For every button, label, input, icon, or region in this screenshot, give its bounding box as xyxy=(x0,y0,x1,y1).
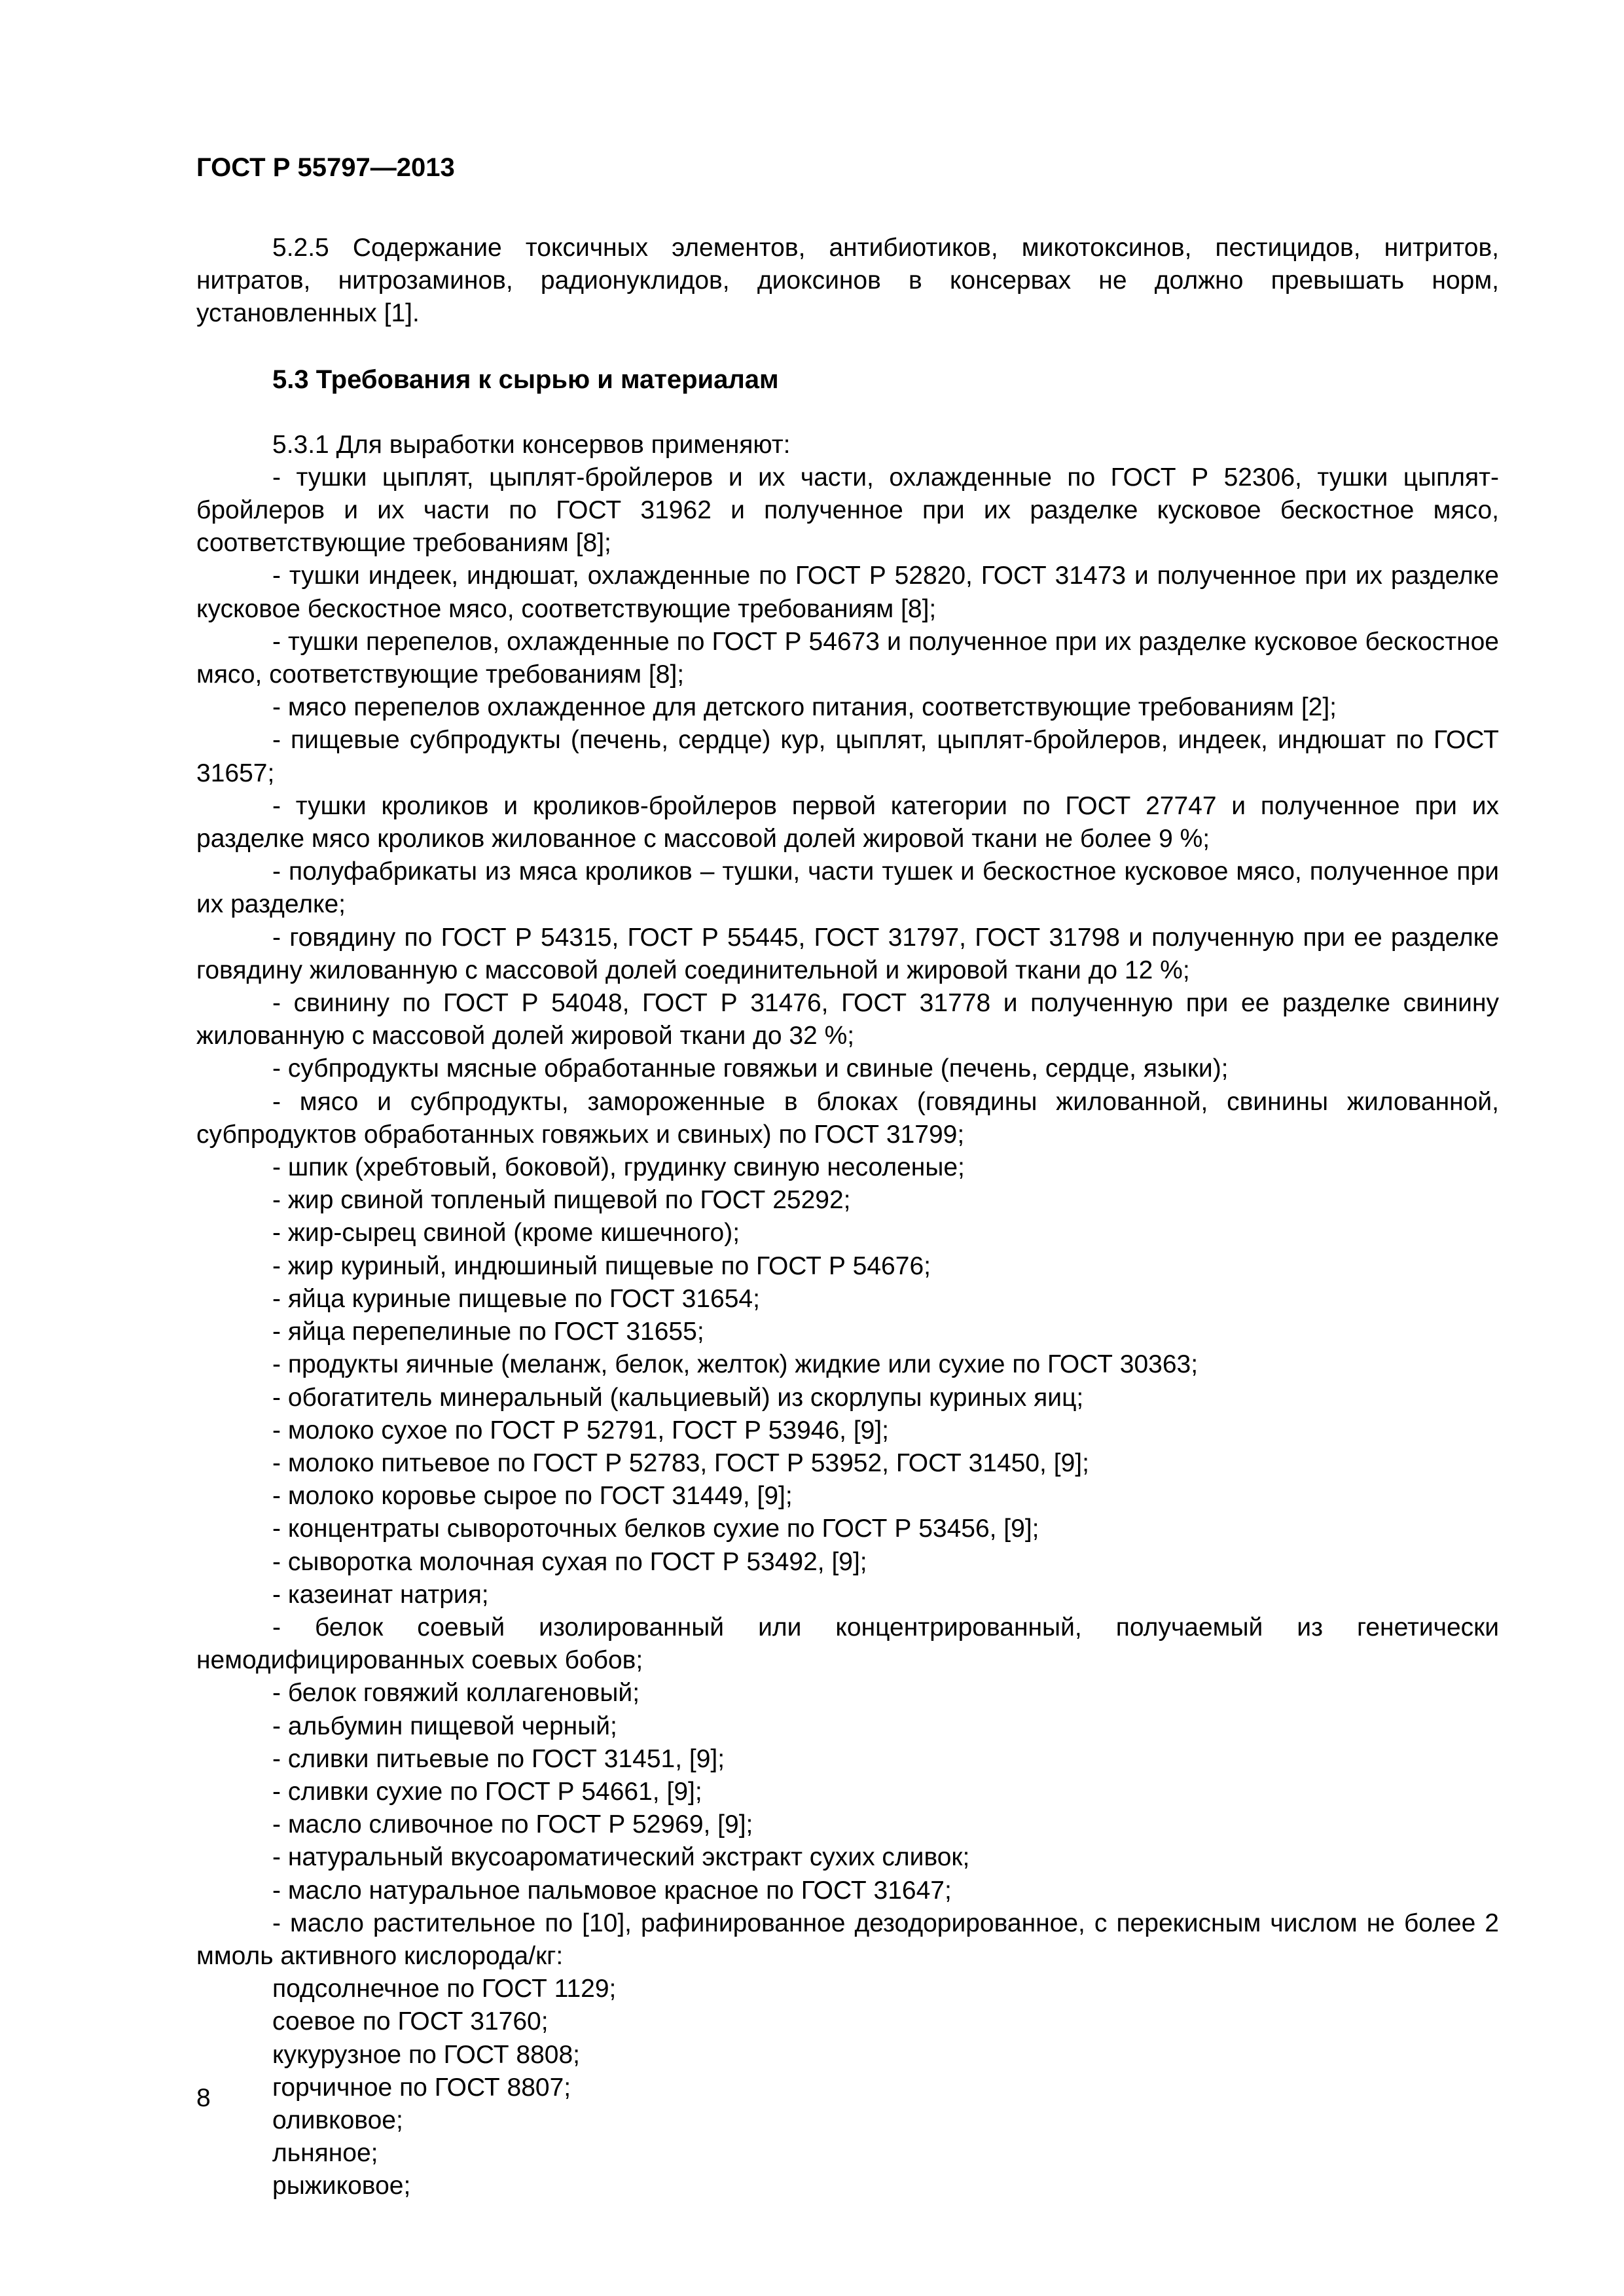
list-item: - тушки кроликов и кроликов-бройлеров первой категории по ГОСТ 27747 и полученное при их разделке мясо кроликов жилованное с массовой долей жировой ткани не более 9 %; xyxy=(196,791,1499,853)
list-item: - полуфабрикаты из мяса кроликов – тушки, части тушек и бескостное кусковое мясо, полученное при их разделке; xyxy=(196,857,1499,919)
list-item: - натуральный вкусоароматический экстракт сухих сливок; xyxy=(272,1843,970,1872)
list-item: - масло сливочное по ГОСТ Р 52969, [9]; xyxy=(272,1810,753,1839)
list-item: - сыворотка молочная сухая по ГОСТ Р 53492, [9]; xyxy=(272,1547,867,1576)
list-item: - говядину по ГОСТ Р 54315, ГОСТ Р 55445, ГОСТ 31797, ГОСТ 31798 и полученную при ее разделке говядину жилованную с массовой долей соединительной и жировой ткани до 12 %; xyxy=(196,923,1499,984)
list-item: - жир свиной топленый пищевой по ГОСТ 25292; xyxy=(272,1186,851,1215)
raw-materials-list xyxy=(196,461,1499,1973)
oil-sublist-item: горчичное по ГОСТ 8807; xyxy=(272,2073,571,2102)
list-item: - мясо и субпродукты, замороженные в блоках (говядины жилованной, свинины жилованной, субпродуктов обработанных говяжьих и свиных) по ГОСТ 31799; xyxy=(196,1087,1499,1149)
list-item: - жир куриный, индюшиный пищевые по ГОСТ Р 54676; xyxy=(272,1251,931,1280)
paragraph-5-2-5: 5.2.5 Содержание токсичных элементов, антибиотиков, микотоксинов, пестицидов, нитритов, нитратов, нитрозаминов, радионуклидов, диоксинов в консервах не должно превышать норм, установленных [1]. xyxy=(196,234,1499,328)
list-item: - тушки цыплят, цыплят-бройлеров и их части, охлажденные по ГОСТ Р 52306, тушки цыплят-бройлеров и их части по ГОСТ 31962 и полученное при их разделке кусковое бескостное мясо, соответствующие требованиям [8]; xyxy=(196,463,1499,558)
list-item: - молоко коровье сырое по ГОСТ 31449, [9]; xyxy=(272,1482,793,1511)
list-item: - белок говяжий коллагеновый; xyxy=(272,1679,640,1708)
oil-sublist-item: рыжиковое; xyxy=(272,2172,411,2200)
oil-sublist-item: подсолнечное по ГОСТ 1129; xyxy=(272,1975,617,2003)
list-item: - продукты яичные (меланж, белок, желток) жидкие или сухие по ГОСТ 30363; xyxy=(272,1350,1199,1379)
list-item: - сливки питьевые по ГОСТ 31451, [9]; xyxy=(272,1744,725,1773)
list-item: - молоко питьевое по ГОСТ Р 52783, ГОСТ Р 53952, ГОСТ 31450, [9]; xyxy=(272,1448,1089,1477)
list-item: - свинину по ГОСТ Р 54048, ГОСТ Р 31476, ГОСТ 31778 и полученную при ее разделке свинину жилованную с массовой долей жировой ткани до 32 %; xyxy=(196,989,1499,1050)
oil-sublist-item: кукурузное по ГОСТ 8808; xyxy=(272,2040,580,2069)
section-title-5-3: 5.3 Требования к сырью и материалам xyxy=(272,365,779,394)
list-item: - белок соевый изолированный или концентрированный, получаемый из генетически немодифицированных соевых бобов; xyxy=(196,1613,1499,1675)
vegetable-oil-sublist xyxy=(196,1973,1499,2202)
list-item: - масло растительное по [10], рафинированное дезодорированное, с перекисным числом не более 2 ммоль активного кислорода/кг: xyxy=(196,1909,1499,1970)
list-item: - концентраты сывороточных белков сухие по ГОСТ Р 53456, [9]; xyxy=(272,1515,1039,1543)
list-item: - яйца куриные пищевые по ГОСТ 31654; xyxy=(272,1284,760,1313)
oil-sublist-item: оливковое; xyxy=(272,2106,403,2134)
oil-sublist-item: льняное; xyxy=(272,2139,378,2168)
list-item: - масло натуральное пальмовое красное по ГОСТ 31647; xyxy=(272,1876,952,1905)
list-item: - жир-сырец свиной (кроме кишечного); xyxy=(272,1219,740,1247)
document-code-header: ГОСТ Р 55797—2013 xyxy=(196,153,455,182)
list-item: - альбумин пищевой черный; xyxy=(272,1712,617,1740)
list-item: - пищевые субпродукты (печень, сердце) кур, цыплят, цыплят-бройлеров, индеек, индюшат по ГОСТ 31657; xyxy=(196,726,1499,787)
list-item: - сливки сухие по ГОСТ Р 54661, [9]; xyxy=(272,1777,702,1806)
page-number: 8 xyxy=(196,2084,211,2112)
list-item: - мясо перепелов охлажденное для детского питания, соответствующие требованиям [2]; xyxy=(272,693,1337,722)
list-item: - тушки перепелов, охлажденные по ГОСТ Р 54673 и полученное при их разделке кусковое бескостное мясо, соответствующие требованиям [8]; xyxy=(196,627,1499,689)
list-item: - яйца перепелиные по ГОСТ 31655; xyxy=(272,1318,704,1346)
list-item: - молоко сухое по ГОСТ Р 52791, ГОСТ Р 53946, [9]; xyxy=(272,1416,890,1444)
oil-sublist-item: соевое по ГОСТ 31760; xyxy=(272,2007,549,2036)
document-page xyxy=(196,152,1499,2203)
list-item: - казеинат натрия; xyxy=(272,1580,489,1609)
paragraph-5-3-1-intro: 5.3.1 Для выработки консервов применяют: xyxy=(272,430,791,459)
list-item: - обогатитель минеральный (кальциевый) из скорлупы куриных яиц; xyxy=(272,1383,1084,1412)
list-item: - тушки индеек, индюшат, охлажденные по ГОСТ Р 52820, ГОСТ 31473 и полученное при их разделке кусковое бескостное мясо, соответствующие требованиям [8]; xyxy=(196,562,1499,623)
list-item: - субпродукты мясные обработанные говяжьи и свиные (печень, сердце, языки); xyxy=(272,1054,1229,1083)
list-item: - шпик (хребтовый, боковой), грудинку свиную несоленые; xyxy=(272,1153,965,1182)
